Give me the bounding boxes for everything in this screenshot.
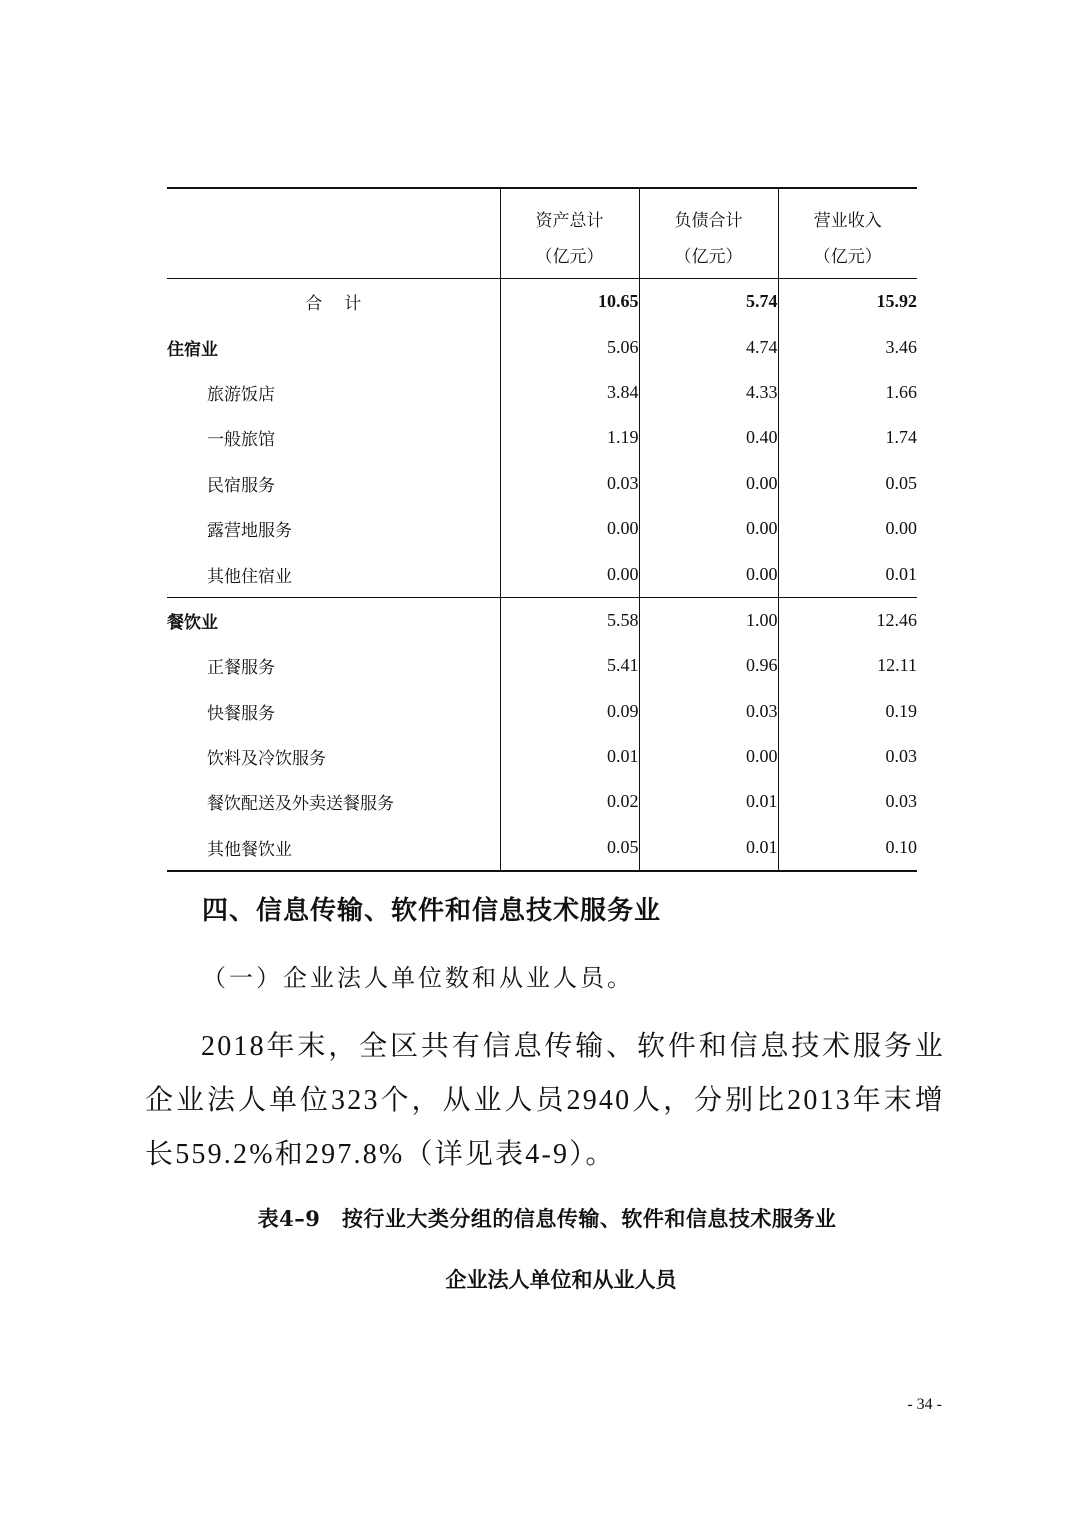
category-liabilities: 1.00: [639, 597, 778, 643]
header-assets-unit: （亿元）: [500, 231, 639, 279]
row-revenue: 1.74: [778, 415, 917, 460]
row-assets: 0.00: [500, 551, 639, 597]
row-liabilities: 0.01: [639, 779, 778, 824]
row-liabilities: 0.00: [639, 461, 778, 506]
row-liabilities: 0.03: [639, 689, 778, 734]
row-assets: 0.05: [500, 825, 639, 871]
category-row: [167, 597, 917, 643]
total-label: 合计: [305, 294, 384, 315]
table-row: [167, 734, 917, 779]
row-liabilities: 0.00: [639, 551, 778, 597]
header-empty-cell: [167, 231, 500, 279]
row-revenue: 1.66: [778, 370, 917, 415]
category-name: 餐饮业: [167, 597, 500, 643]
row-liabilities: 0.01: [639, 825, 778, 871]
row-revenue: 0.03: [778, 779, 917, 824]
total-row: [167, 279, 917, 325]
row-name: 饮料及冷饮服务: [207, 749, 326, 770]
table-caption-line-1: 表4–9 按行业大类分组的信息传输、软件和信息技术服务业: [257, 1206, 837, 1231]
row-revenue: 0.03: [778, 734, 917, 779]
row-assets: 0.02: [500, 779, 639, 824]
row-name: 旅游饭店: [207, 384, 275, 405]
header-liabilities-title: 负债合计: [639, 188, 778, 231]
total-revenue: 15.92: [778, 279, 917, 325]
body-paragraph: 2018年末，全区共有信息传输、软件和信息技术服务业企业法人单位323个，从业人员2940人，分别比2013年末增长559.2%和297.8%（详见表4-9）。: [145, 1031, 945, 1170]
table-row: [167, 506, 917, 551]
row-name: 其他住宿业: [207, 566, 292, 587]
row-name: 民宿服务: [207, 475, 275, 496]
row-liabilities: 0.00: [639, 734, 778, 779]
header-assets-title: 资产总计: [500, 188, 639, 231]
section-heading: 四、信息传输、软件和信息技术服务业: [202, 896, 662, 926]
category-assets: 5.06: [500, 324, 639, 369]
row-assets: 5.41: [500, 643, 639, 688]
row-assets: 0.03: [500, 461, 639, 506]
row-liabilities: 0.96: [639, 643, 778, 688]
row-name: 其他餐饮业: [167, 825, 500, 871]
total-liabilities: 5.74: [639, 279, 778, 325]
row-assets: 1.19: [500, 415, 639, 460]
category-row: [167, 324, 917, 369]
row-liabilities: 0.40: [639, 415, 778, 460]
row-name: 快餐服务: [207, 703, 275, 724]
sub-heading: （一）企业法人单位数和从业人员。: [202, 964, 634, 992]
row-revenue: 0.00: [778, 506, 917, 551]
header-revenue-unit: （亿元）: [778, 231, 917, 279]
row-assets: 0.09: [500, 689, 639, 734]
row-revenue: 0.05: [778, 461, 917, 506]
table-row: [167, 551, 917, 597]
row-name: 一般旅馆: [207, 430, 275, 451]
financial-table: [167, 187, 917, 872]
row-name: 正餐服务: [207, 658, 275, 679]
row-assets: 0.00: [500, 506, 639, 551]
header-row-units: [167, 231, 917, 279]
row-liabilities: 4.33: [639, 370, 778, 415]
category-revenue: 12.46: [778, 597, 917, 643]
row-revenue: 0.10: [778, 825, 917, 871]
category-revenue: 3.46: [778, 324, 917, 369]
table-row: [167, 779, 917, 824]
table-row: [167, 643, 917, 688]
row-name: 露营地服务: [207, 521, 292, 542]
row-revenue: 12.11: [778, 643, 917, 688]
table-row: [167, 689, 917, 734]
row-assets: 3.84: [500, 370, 639, 415]
category-name: 住宿业: [167, 339, 218, 360]
header-empty-cell: [167, 188, 500, 231]
row-revenue: 0.19: [778, 689, 917, 734]
row-name: 餐饮配送及外卖送餐服务: [207, 794, 394, 815]
header-row-titles: [167, 188, 917, 231]
category-assets: 5.58: [500, 597, 639, 643]
header-revenue-title: 营业收入: [778, 188, 917, 231]
data-table-container: [167, 187, 917, 872]
row-liabilities: 0.00: [639, 506, 778, 551]
table-row: [167, 415, 917, 460]
page-number: - 34 -: [907, 1396, 942, 1413]
table-row: [167, 825, 917, 871]
table-row: [167, 461, 917, 506]
row-assets: 0.01: [500, 734, 639, 779]
table-caption-line-2: 企业法人单位和从业人员: [445, 1267, 677, 1292]
table-row: [167, 370, 917, 415]
total-assets: 10.65: [500, 279, 639, 325]
category-liabilities: 4.74: [639, 324, 778, 369]
row-revenue: 0.01: [778, 551, 917, 597]
header-liabilities-unit: （亿元）: [639, 231, 778, 279]
